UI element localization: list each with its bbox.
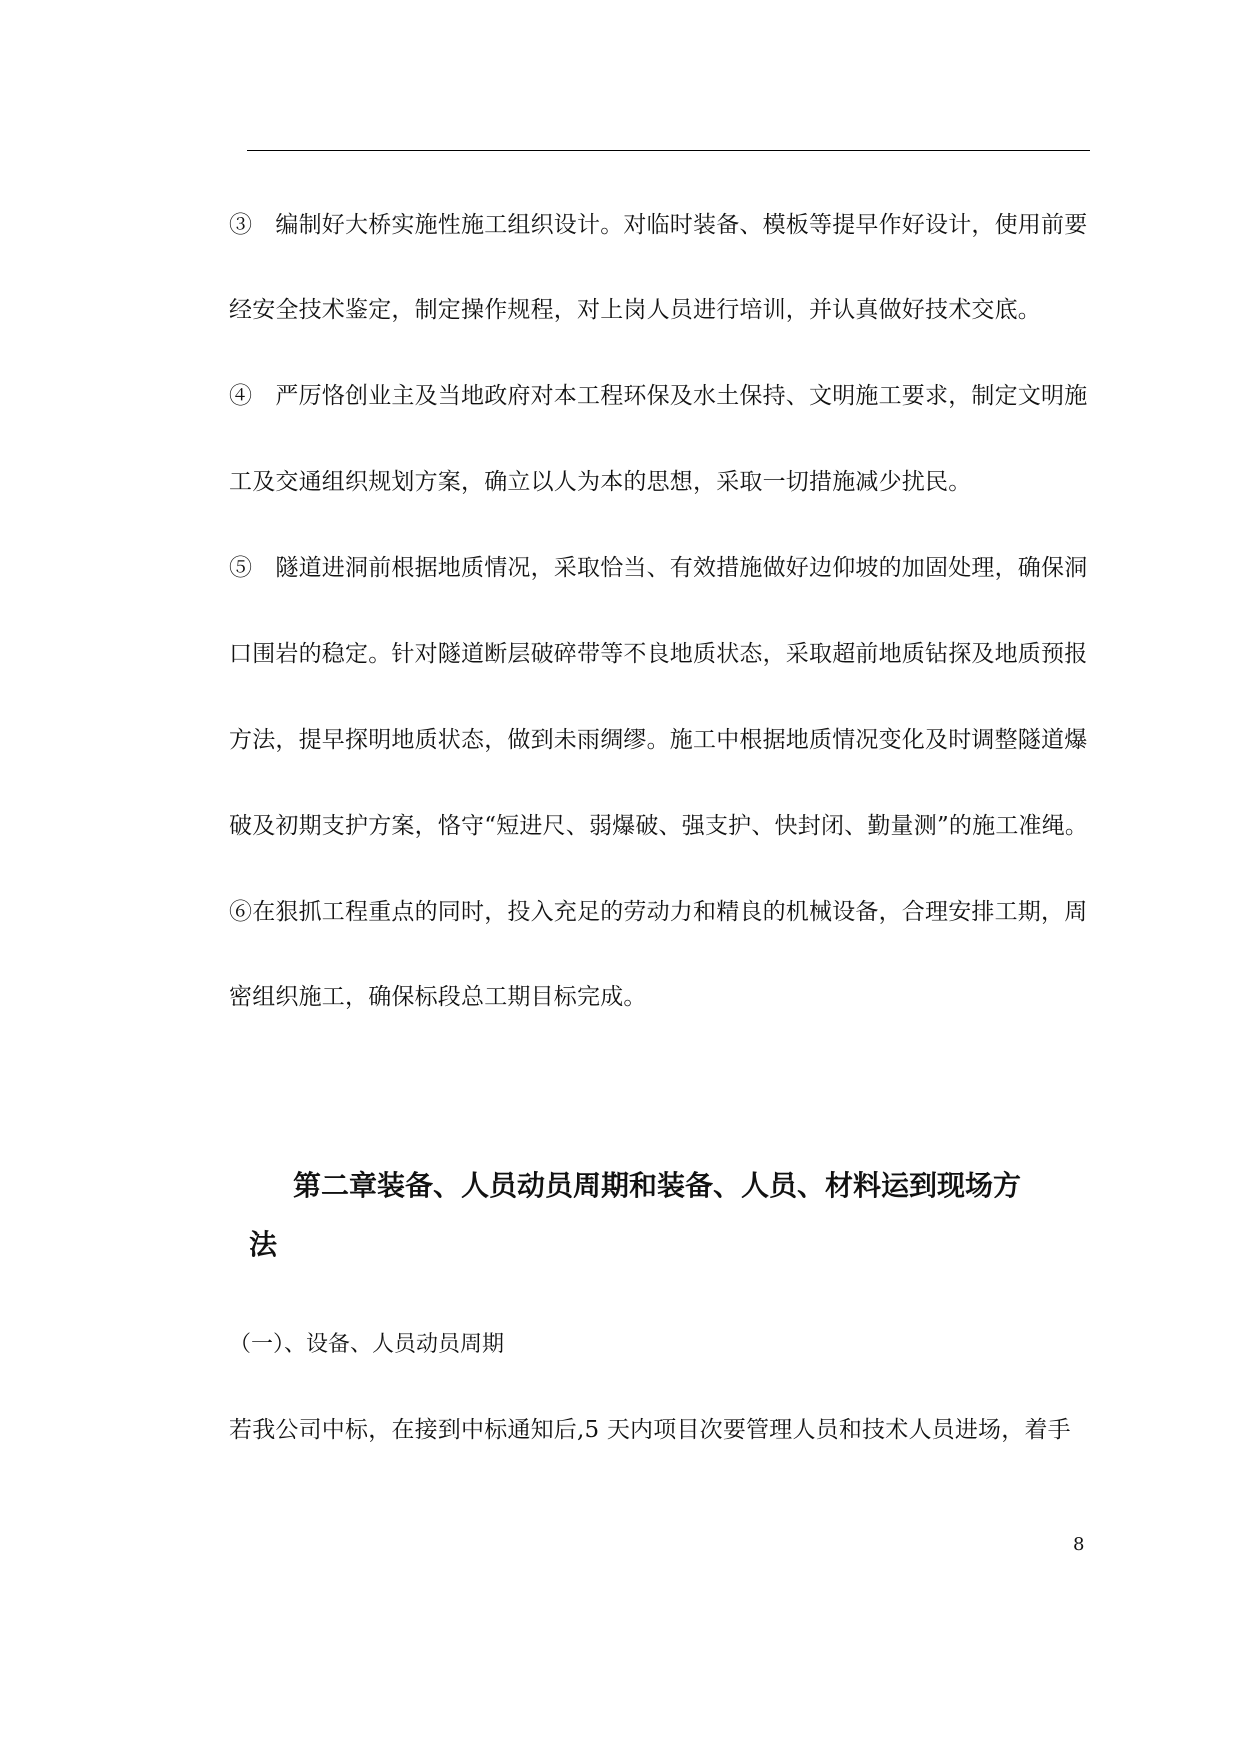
paragraph-4-line-1: ⑥在狠抓工程重点的同时，投入充足的劳动力和精良的机械设备，合理安排工期，周 [229,899,1088,925]
paragraph-3-line-4: 破及初期支护方案，恪守“短进尺、弱爆破、强支护、快封闭、勤量测”的施工准绳。 [229,813,1089,839]
paragraph-2-line-2: 工及交通组织规划方案，确立以人为本的思想，采取一切措施减少扰民。 [229,469,972,495]
chapter-heading-line-2: 法 [249,1228,278,1261]
paragraph-1-line-1: ③ 编制好大桥实施性施工组织设计。对临时装备、模板等提早作好设计，使用前要 [229,212,1088,238]
paragraph-4-line-2: 密组织施工，确保标段总工期目标完成。 [229,984,647,1010]
paragraph-1-line-2: 经安全技术鉴定，制定操作规程，对上岗人员进行培训，并认真做好技术交底。 [229,297,1041,323]
paragraph-3-line-2: 口围岩的稳定。针对隧道断层破碎带等不良地质状态，采取超前地质钻探及地质预报 [229,641,1088,667]
section-heading: （一）、设备、人员动员周期 [229,1332,505,1357]
chapter-heading-line-1: 第二章装备、人员动员周期和装备、人员、材料运到现场方 [293,1169,1022,1202]
body-text-line: 若我公司中标，在接到中标通知后,5 天内项目次要管理人员和技术人员进场，着手 [229,1417,1071,1443]
page-number: 8 [1073,1534,1085,1555]
paragraph-3-line-3: 方法，提早探明地质状态，做到未雨绸缪。施工中根据地质情况变化及时调整隧道爆 [229,727,1088,753]
paragraph-2-line-1: ④ 严厉恪创业主及当地政府对本工程环保及水土保持、文明施工要求，制定文明施 [229,383,1088,409]
header-rule [247,150,1090,151]
paragraph-3-line-1: ⑤ 隧道进洞前根据地质情况，采取恰当、有效措施做好边仰坡的加固处理，确保洞 [229,555,1088,581]
